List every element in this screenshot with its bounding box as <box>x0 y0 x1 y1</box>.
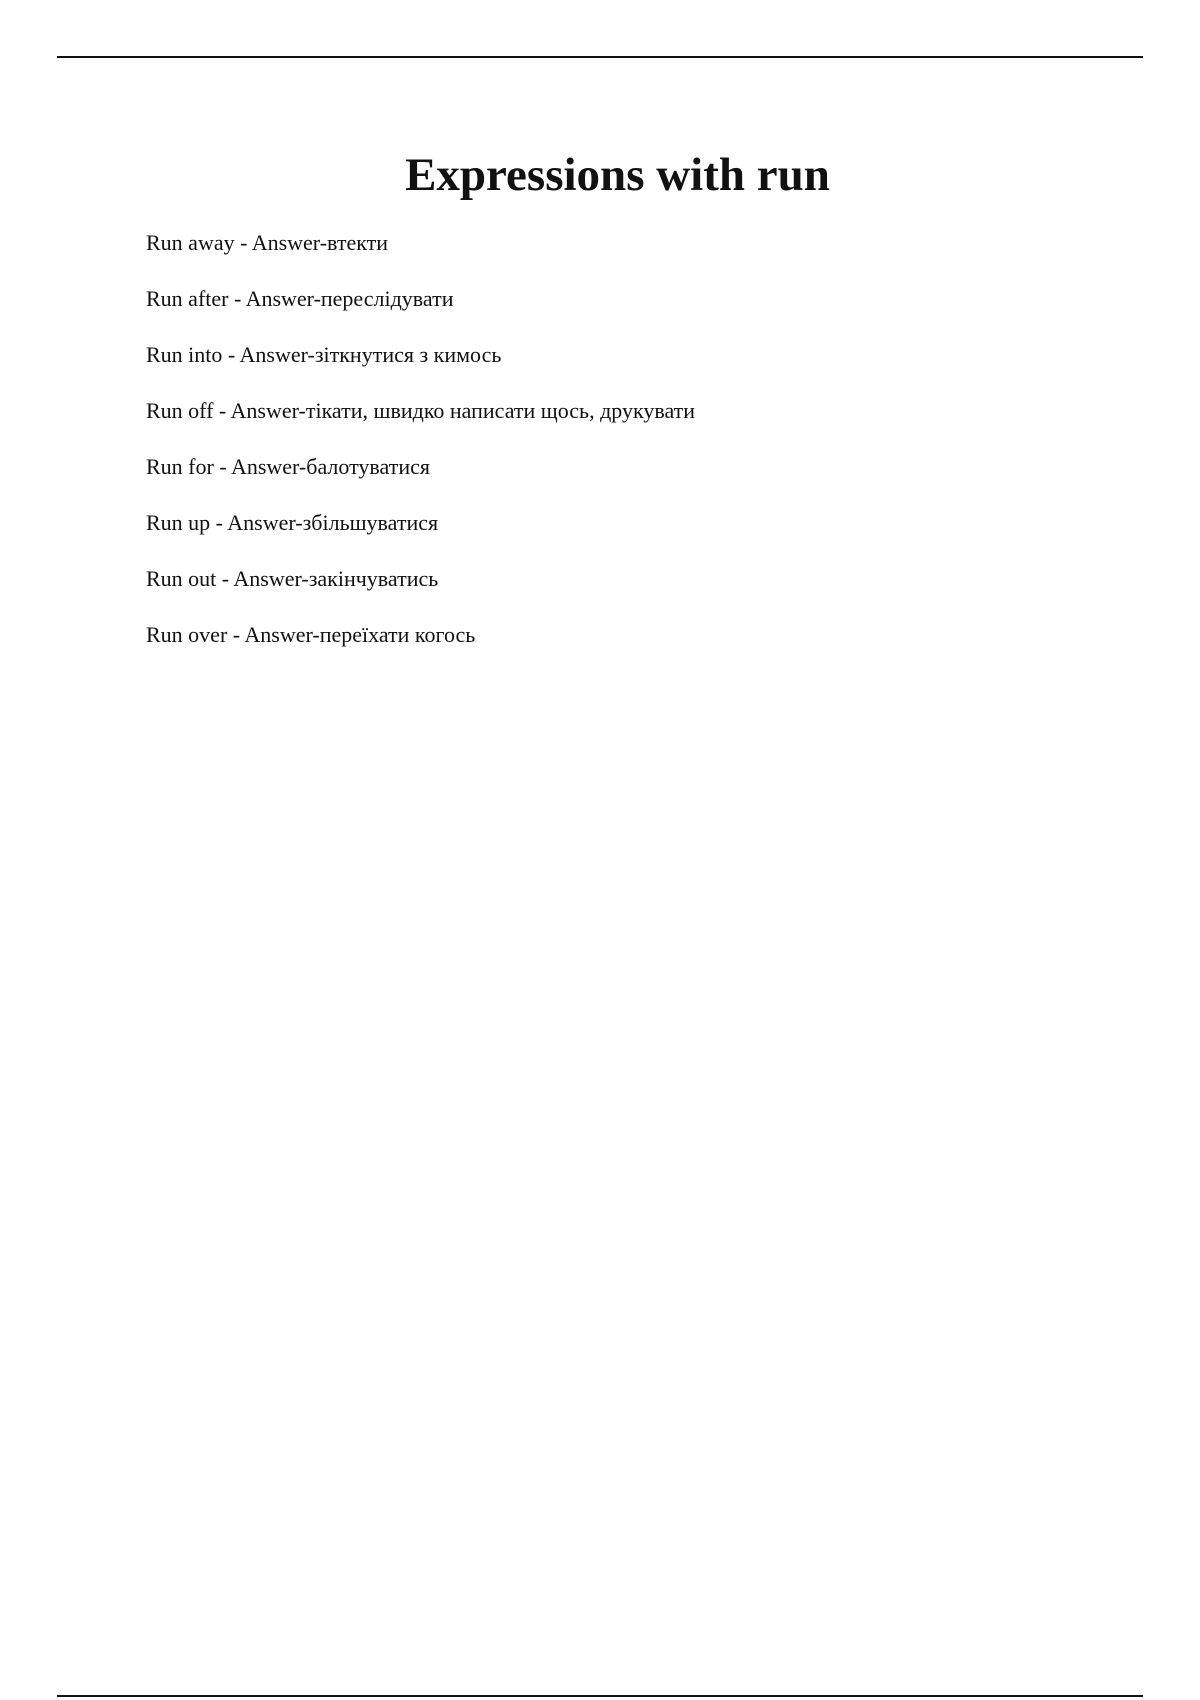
page-title: Expressions with run <box>405 149 830 201</box>
list-item: Run for - Answer-балотуватися <box>146 454 430 479</box>
list-item: Run up - Answer-збільшуватися <box>146 510 439 535</box>
top-rule <box>57 56 1143 58</box>
expression-list <box>146 228 695 676</box>
bottom-rule <box>57 1695 1143 1697</box>
list-item: Run out - Answer-закінчуватись <box>146 566 439 591</box>
list-item: Run away - Answer-втекти <box>146 230 389 255</box>
list-item: Run off - Answer-тікати, швидко написати щось, друкувати <box>146 398 696 423</box>
list-item: Run after - Answer-переслідувати <box>146 286 454 311</box>
list-item: Run over - Answer-переїхати когось <box>146 622 476 647</box>
list-item: Run into - Answer-зіткнутися з кимось <box>146 342 502 367</box>
